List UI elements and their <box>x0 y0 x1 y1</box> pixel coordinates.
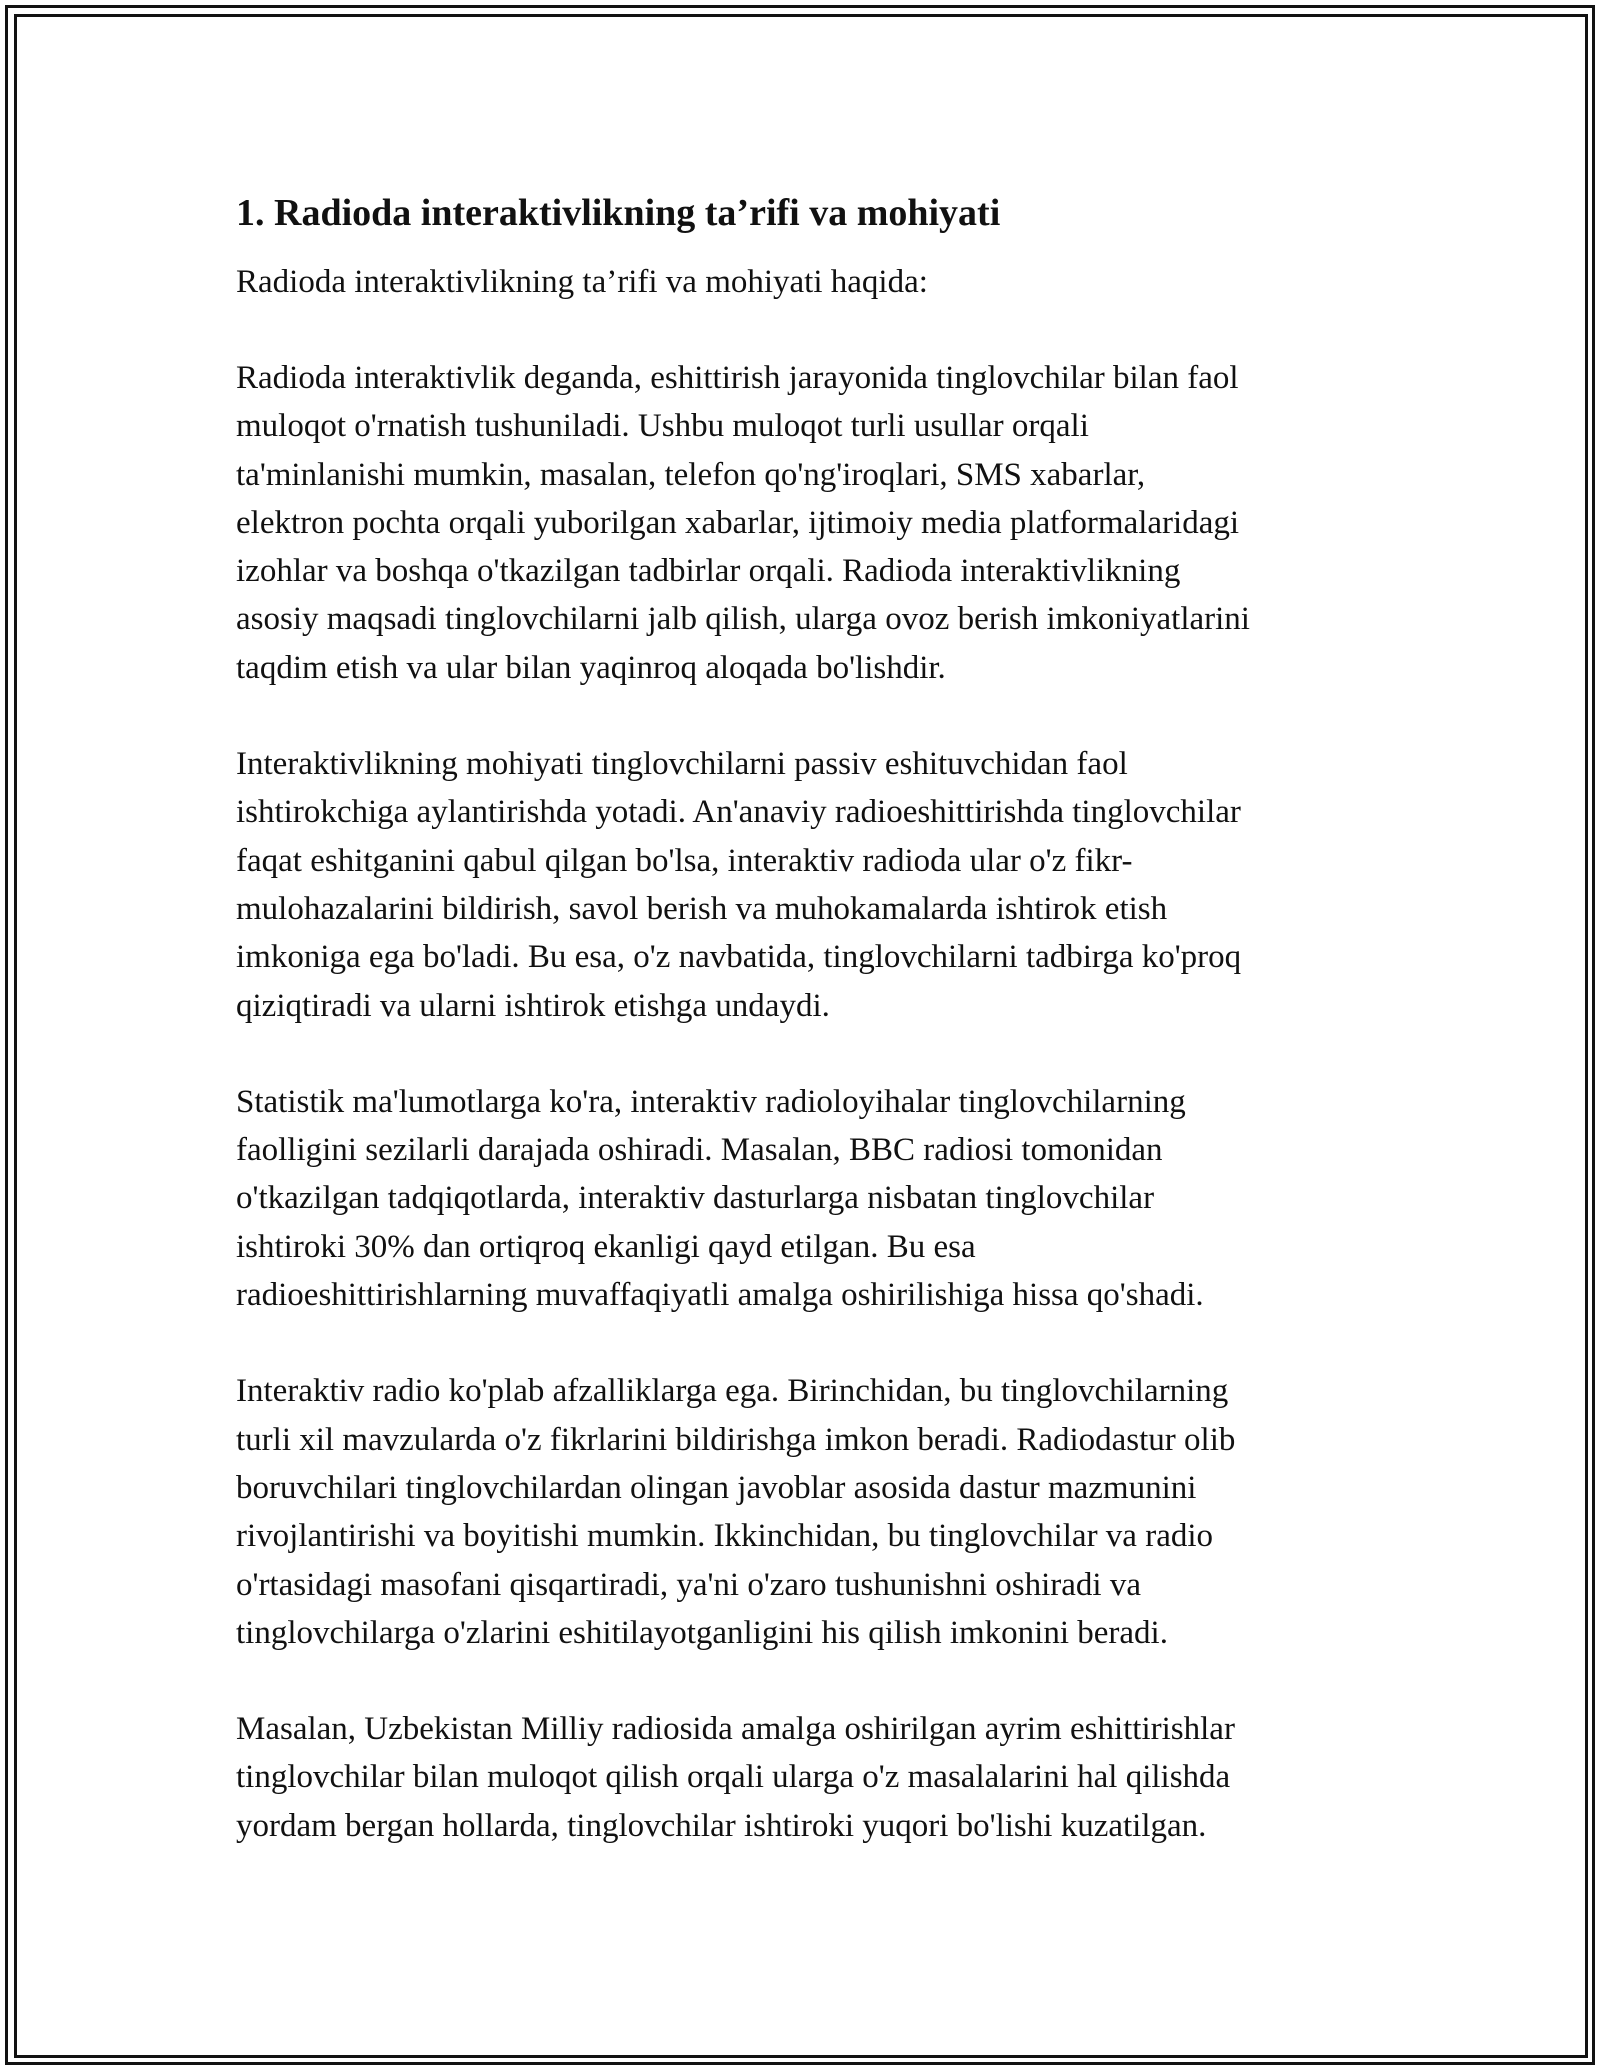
paragraph-statistics <box>236 1078 1376 1319</box>
text-line: taqdim etish va ular bilan yaqinroq aloqada bo'lishdir. <box>236 649 946 686</box>
text-line: Interaktiv radio ko'plab afzalliklarga ega. Birinchidan, bu tinglovchilarning <box>236 1373 1229 1410</box>
paragraph-example <box>236 1705 1376 1850</box>
text-line: Statistik ma'lumotlarga ko'ra, interaktiv radioloyihalar tinglovchilarning <box>236 1083 1186 1120</box>
text-line: tinglovchilarga o'zlarini eshitilayotganligini his qilish imkonini beradi. <box>236 1614 1168 1651</box>
text-line: ishtiroki 30% dan ortiqroq ekanligi qayd etilgan. Bu esa <box>236 1228 976 1265</box>
text-line: Masalan, Uzbekistan Milliy radiosida amalga oshirilgan ayrim eshittirishlar <box>236 1711 1235 1748</box>
text-line: mulohazalarini bildirish, savol berish va muhokamalarda ishtirok etish <box>236 890 1168 927</box>
text-line: faqat eshitganini qabul qilgan bo'lsa, interaktiv radioda ular o'z fikr- <box>236 842 1133 879</box>
text-line: tinglovchilar bilan muloqot qilish orqali ularga o'z masalalarini hal qilishda <box>236 1759 1231 1796</box>
text-line: ta'minlanishi mumkin, masalan, telefon qo'ng'iroqlari, SMS xabarlar, <box>236 456 1146 493</box>
document-body <box>236 188 1376 1898</box>
text-line: radioeshittirishlarning muvaffaqiyatli amalga oshirilishiga hissa qo'shadi. <box>236 1277 1204 1314</box>
text-line: o'rtasidagi masofani qisqartiradi, ya'ni o'zaro tushunishni oshiradi va <box>236 1566 1141 1603</box>
text-line: muloqot o'rnatish tushuniladi. Ushbu muloqot turli usullar orqali <box>236 408 1089 445</box>
text-line: o'tkazilgan tadqiqotlarda, interaktiv dasturlarga nisbatan tinglovchilar <box>236 1180 1155 1217</box>
text-line: ishtirokchiga aylantirishda yotadi. An'anaviy radioeshittirishda tinglovchilar <box>236 794 1241 831</box>
text-line: boruvchilari tinglovchilardan olingan javoblar asosida dastur mazmunini <box>236 1469 1197 1506</box>
text-line: Radioda interaktivlik deganda, eshittirish jarayonida tinglovchilar bilan faol <box>236 360 1239 396</box>
text-line: Interaktivlikning mohiyati tinglovchilarni passiv eshituvchidan faol <box>236 746 1128 783</box>
text-line: izohlar va boshqa o'tkazilgan tadbirlar orqali. Radioda interaktivlikning <box>236 553 1181 590</box>
text-line: elektron pochta orqali yuborilgan xabarlar, ijtimoiy media platformalaridagi <box>236 504 1240 541</box>
text-line: asosiy maqsadi tinglovchilarni jalb qilish, ularga ovoz berish imkoniyatlarini <box>236 601 1250 638</box>
text-line: faolligini sezilarli darajada oshiradi. Masalan, BBC radiosi tomonidan <box>236 1132 1163 1169</box>
intro-line: Radioda interaktivlikning ta’rifi va mohiyati haqida: <box>236 264 928 300</box>
text-line: qiziqtiradi va ularni ishtirok etishga undaydi. <box>236 987 830 1024</box>
text-line: rivojlantirishi va boyitishi mumkin. Ikkinchidan, bu tinglovchilar va radio <box>236 1518 1214 1555</box>
paragraph-definition <box>236 354 1376 692</box>
paragraph-advantages <box>236 1367 1376 1657</box>
text-line: imkoniga ega bo'ladi. Bu esa, o'z navbatida, tinglovchilarni tadbirga ko'proq <box>236 939 1242 976</box>
section-heading: 1. Radioda interaktivlikning ta’rifi va mohiyati <box>236 192 1001 234</box>
text-line: turli xil mavzularda o'z fikrlarini bildirishga imkon beradi. Radiodastur olib <box>236 1421 1236 1458</box>
text-line: yordam bergan hollarda, tinglovchilar ishtiroki yuqori bo'lishi kuzatilgan. <box>236 1807 1207 1844</box>
paragraph-essence <box>236 740 1376 1030</box>
